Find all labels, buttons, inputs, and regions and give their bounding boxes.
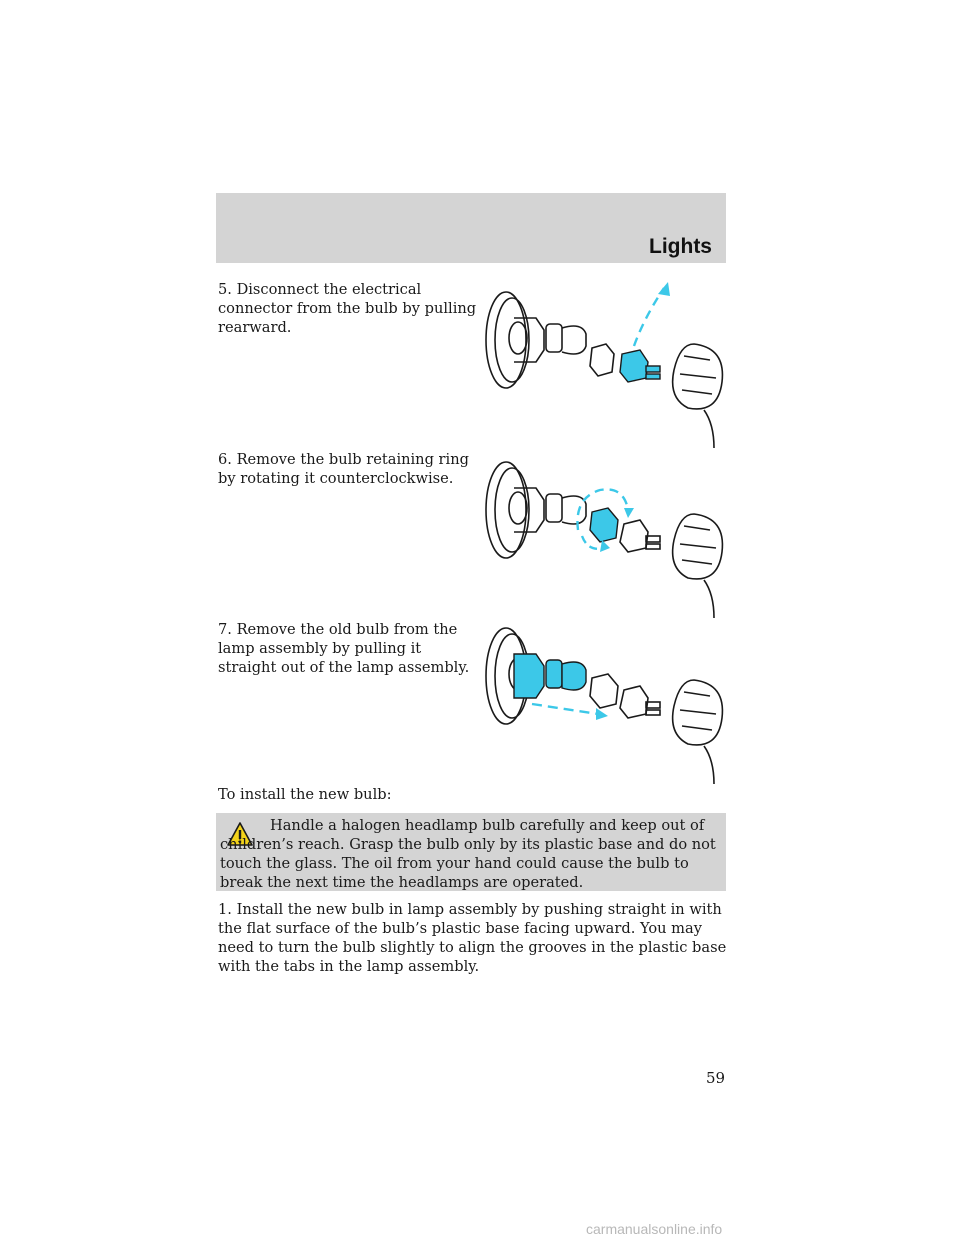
page-number: 59 — [706, 1069, 726, 1087]
watermark: carmanualsonline.info — [586, 1221, 723, 1237]
illustration-remove-bulb — [478, 614, 728, 784]
highlighted-connector — [620, 350, 660, 382]
install-step-1-text: 1. Install the new bulb in lamp assembly by pushing straight in with the flat surface of the bulb’s plastic base facing upward. You may need to turn the bulb slightly to align the grooves in the plastic base with the tabs in the lamp assembly. — [218, 901, 727, 975]
illustration-disconnect-connector — [478, 278, 728, 448]
warning-text: Handle a halogen headlamp bulb carefully and keep out of children’s reach. Grasp the bulb only by its plastic base and do not touch the glass. The oil from your hand could cause the bulb to break the next time the headlamps are operated. — [220, 817, 716, 891]
section-title: Lights — [649, 235, 712, 258]
step-5-text: 5. Disconnect the electrical connector from the bulb by pulling rearward. — [218, 281, 477, 336]
highlighted-ring — [590, 508, 618, 542]
step-7-text: 7. Remove the old bulb from the lamp assembly by pulling it straight out of the lamp assembly. — [218, 621, 470, 676]
highlighted-bulb — [514, 654, 586, 698]
section-header — [216, 193, 726, 263]
warning-box — [216, 813, 726, 891]
step-6-text: 6. Remove the bulb retaining ring by rotating it counterclockwise. — [218, 451, 469, 487]
illustration-rotate-ring — [478, 448, 728, 618]
install-intro: To install the new bulb: — [218, 786, 392, 803]
